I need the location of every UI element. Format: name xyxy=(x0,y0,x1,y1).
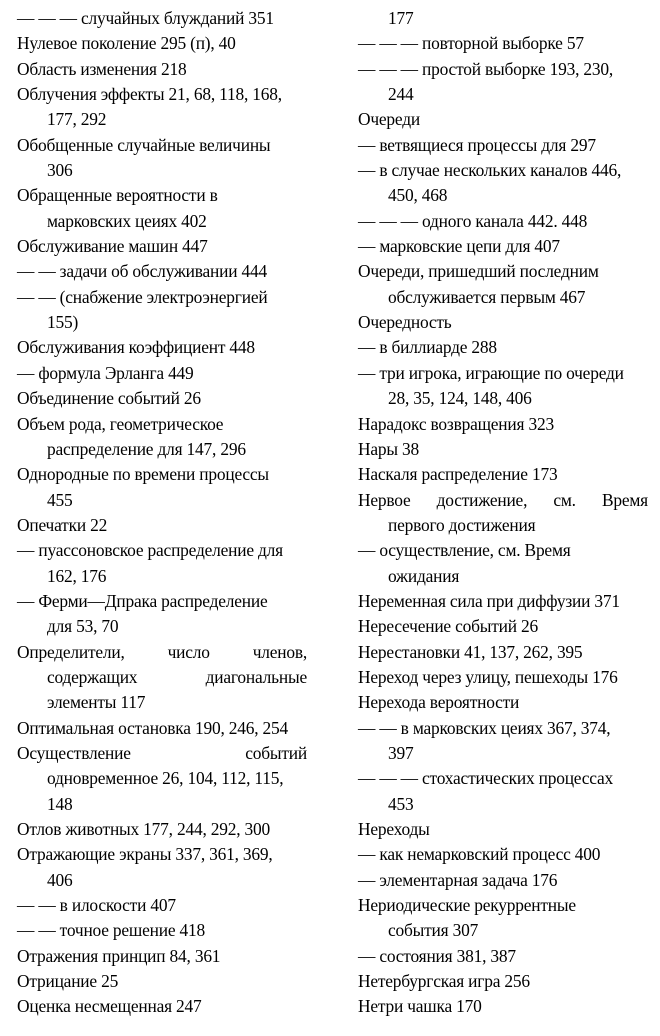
index-entry-line: — — точное решение 418 xyxy=(17,920,206,941)
index-entry-line: — — задачи об обслуживании 444 xyxy=(17,261,268,282)
index-entry-line: 177 xyxy=(388,8,414,28)
index-entry-line: 28, 35, 124, 148, 406 xyxy=(388,388,532,409)
index-entry-line: 453 xyxy=(388,793,414,814)
index-entry-line: — осуществление, см. Время xyxy=(358,540,571,561)
index-entry-line: Опечатки 22 xyxy=(17,514,108,535)
index-entry-line: — состояния 381, 387 xyxy=(358,945,516,966)
index-entry-line: — — в илоскости 407 xyxy=(17,895,176,916)
index-entry-line: Обслуживания коэффициент 448 xyxy=(17,337,255,358)
index-entry-line: — — — одного канала 442. 448 xyxy=(358,210,588,231)
index-entry-line: Нересечение событий 26 xyxy=(358,616,538,637)
index-right-column xyxy=(358,6,648,1020)
index-entry-line: 155) xyxy=(47,312,79,333)
index-entry-line: 162, 176 xyxy=(47,565,107,586)
index-entry-line: Неременная сила при диффузии 371 xyxy=(358,590,620,611)
index-entry-line: — в случае нескольких каналов 446, xyxy=(358,160,622,181)
index-entry-line: одновременное 26, 104, 112, 115, xyxy=(47,768,284,789)
index-word: Нервое xyxy=(358,489,411,510)
index-entry-line: марковских цеиях 402 xyxy=(47,210,207,231)
index-entry-line: для 53, 70 xyxy=(47,616,119,637)
index-entry-line: — — (снабжение электроэнергией xyxy=(17,286,268,307)
index-entry-line xyxy=(17,741,307,766)
index-entry-line: — — — стохастических процессах xyxy=(358,768,614,789)
index-entry-line: Очереди, пришедший последним xyxy=(358,261,599,282)
index-entry-line: — ветвящиеся процессы для 297 xyxy=(358,134,596,155)
index-entry-line: Нерехода вероятности xyxy=(358,692,520,713)
index-entry-line: 397 xyxy=(388,742,414,763)
index-entry-line: элементы 117 xyxy=(47,692,146,713)
index-entry-line xyxy=(358,488,648,513)
index-entry-line: Очереди xyxy=(358,109,420,130)
index-entry-line: Нулевое поколение 295 (п), 40 xyxy=(17,33,236,54)
index-word: содержащих xyxy=(47,666,138,687)
index-word: событий xyxy=(245,742,307,763)
index-entry-line: 406 xyxy=(47,869,73,890)
index-entry-line: Область изменения 218 xyxy=(17,58,187,79)
index-entry-line: распределение для 147, 296 xyxy=(47,438,246,459)
index-entry-line: первого достижения xyxy=(388,514,536,535)
index-word: см. xyxy=(553,489,576,510)
index-entry-line: — как немарковский процесс 400 xyxy=(358,844,601,865)
index-entry-line: Нереход через улицу, пешеходы 176 xyxy=(358,666,618,687)
index-entry-line: обслуживается первым 467 xyxy=(388,286,586,307)
index-entry-line: 244 xyxy=(388,84,414,105)
index-entry-line: — марковские цепи для 407 xyxy=(358,236,560,257)
index-word: Осуществление xyxy=(17,742,131,763)
index-entry-line: Наскаля распределение 173 xyxy=(358,464,558,485)
index-entry-line: события 307 xyxy=(388,920,479,941)
index-word: число xyxy=(167,641,210,662)
index-word: Определители, xyxy=(17,641,125,662)
index-left-column xyxy=(17,6,307,1020)
index-entry-line: — Ферми—Дпрака распределение xyxy=(17,590,268,611)
index-entry-line: — в биллиарде 288 xyxy=(358,337,497,358)
index-entry-line: Обслуживание машин 447 xyxy=(17,236,208,257)
index-word: членов, xyxy=(252,641,307,662)
index-entry-line: 177, 292 xyxy=(47,109,107,130)
index-entry-line: Однородные по времени процессы xyxy=(17,464,269,485)
index-entry-line: 148 xyxy=(47,793,73,814)
index-entry-line: — пуассоновское распределение для xyxy=(17,540,283,561)
index-entry-line: 455 xyxy=(47,489,73,510)
index-entry-line: Отражающие экраны 337, 361, 369, xyxy=(17,844,273,865)
index-entry-line: — — в марковских цеиях 367, 374, xyxy=(358,717,611,738)
index-entry-line: Оптимальная остановка 190, 246, 254 xyxy=(17,717,289,738)
index-entry-line: Нарадокс возвращения 323 xyxy=(358,413,554,434)
index-entry-line: — — — случайных блужданий 351 xyxy=(17,8,274,28)
index-entry-line: Нетри чашка 170 xyxy=(358,996,482,1017)
index-entry-line: Нериодические рекуррентные xyxy=(358,895,576,916)
index-entry-line: — элементарная задача 176 xyxy=(358,869,558,890)
index-entry-line: Объединение событий 26 xyxy=(17,388,201,409)
index-entry-line: ожидания xyxy=(388,565,460,586)
index-entry-line xyxy=(17,640,307,665)
index-entry-line: Облучения эффекты 21, 68, 118, 168, xyxy=(17,84,282,105)
index-entry-line: Отрицание 25 xyxy=(17,971,119,992)
index-entry-line: Нерестановки 41, 137, 262, 395 xyxy=(358,641,583,662)
index-entry-line: Обращенные вероятности в xyxy=(17,185,218,206)
index-word: диагональные xyxy=(205,666,307,687)
index-entry-line: Нары 38 xyxy=(358,438,419,459)
index-entry-line: — три игрока, играющие по очереди xyxy=(358,362,624,383)
index-entry-line: Отражения принцип 84, 361 xyxy=(17,945,221,966)
index-entry-line: — формула Эрланга 449 xyxy=(17,362,194,383)
index-entry-line: Обобщенные случайные величины xyxy=(17,134,271,155)
index-entry-line: Нереходы xyxy=(358,819,430,839)
index-entry-line xyxy=(17,665,307,690)
index-entry-line: Нетербургская игра 256 xyxy=(358,971,530,992)
index-entry-line: 450, 468 xyxy=(388,185,448,206)
index-entry-line: Отлов животных 177, 244, 292, 300 xyxy=(17,819,271,839)
index-word: достижение, xyxy=(436,489,528,510)
index-entry-line: — — — простой выборке 193, 230, xyxy=(358,58,614,79)
index-entry-line: Оценка несмещенная 247 xyxy=(17,996,202,1017)
index-entry-line: Объем рода, геометрическое xyxy=(17,413,224,434)
index-word: Время xyxy=(601,489,648,510)
index-entry-line: Очередность xyxy=(358,312,452,333)
index-entry-line: 306 xyxy=(47,160,73,181)
index-entry-line: — — — повторной выборке 57 xyxy=(358,33,584,54)
